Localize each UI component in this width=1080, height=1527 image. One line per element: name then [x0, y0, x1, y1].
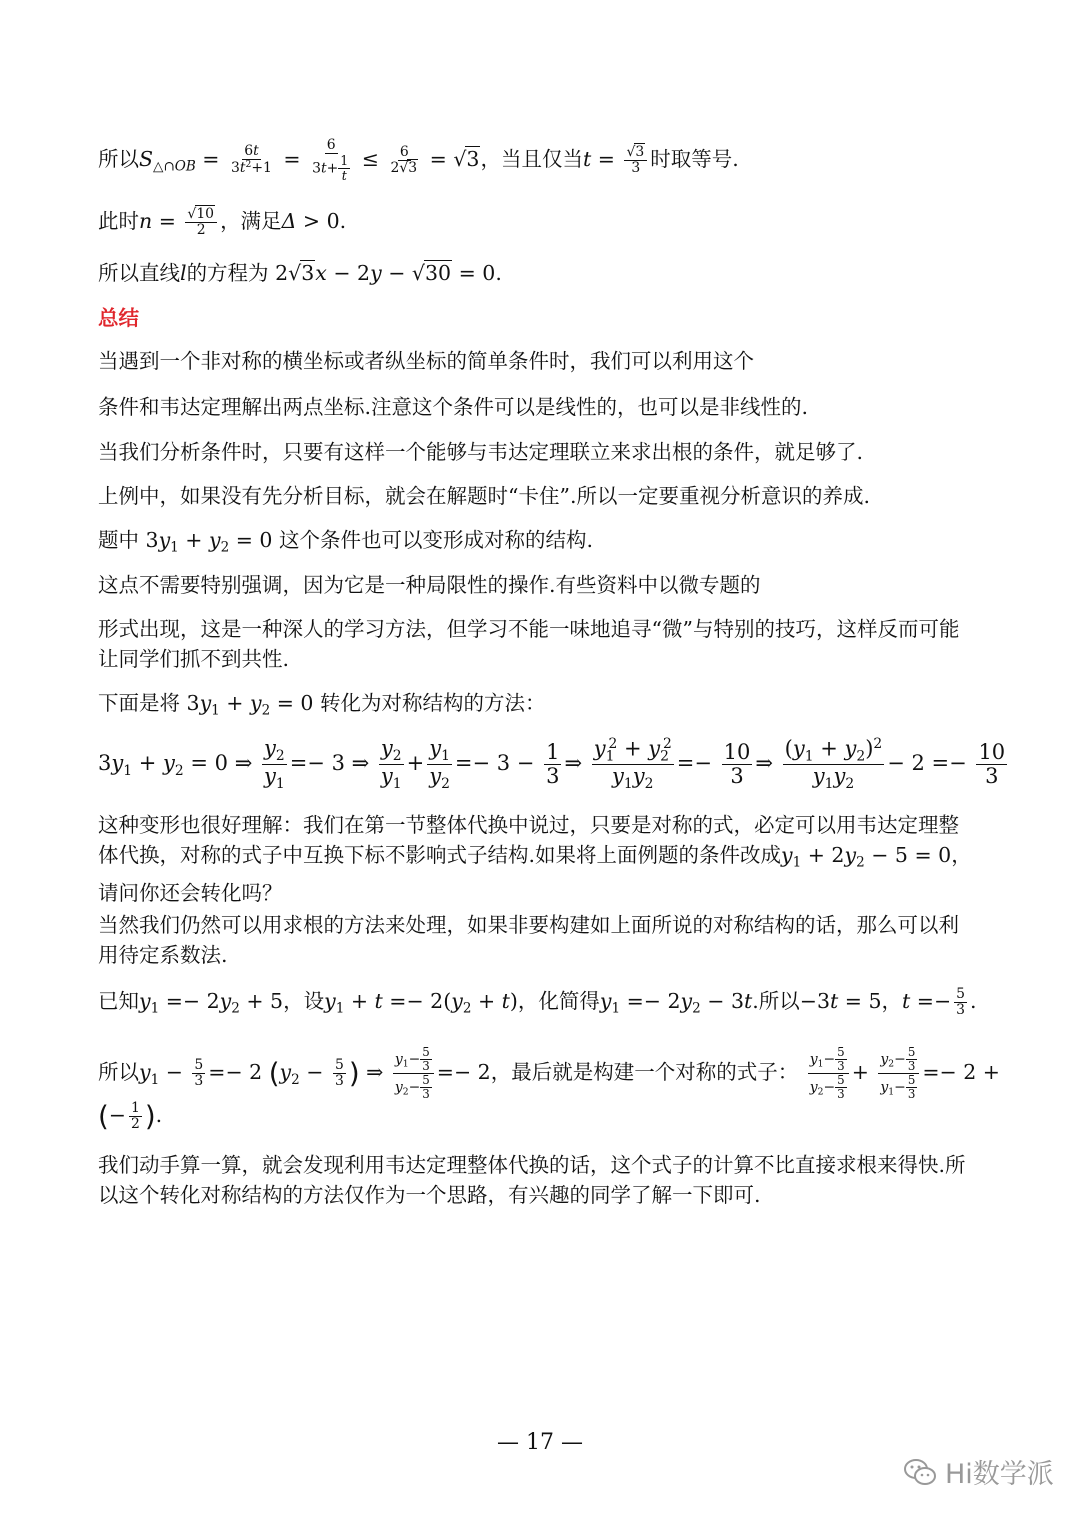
symmetric-derivation: $3y_1 + y_2 = 0$ ⇒ $\frac{y_2}{y_1}$ =− 3 ⇒ $\frac{y_2}{y_1}$ + $\frac{y_1}{y_2}$ =− 3 − $\frac{1}{3}$ ⇒ $\frac{y_1^2 + y_2^2}{y_1y_2}$ =− $\frac{10}{3}$ ⇒ $\frac{(y_1 + y_2)^2}{y_1y_2}$ − 2 =− $\frac{10}{3}$ — [98, 735, 1006, 793]
paragraph-11: 已知$y_1 =- 2y_2 + 5$，设$y_1 + t =- 2(y_2 + t)$，化简得$y_1 =- 2y_2 - 3t$.所以−3t = 5，t =− $\frac{5}{3}$ . — [98, 985, 977, 1018]
paragraph-8: 下面是将 $3y_1 + y_2 = 0$ 转化为对称结构的方法： — [98, 691, 546, 719]
paragraph-13: 我们动手算一算，就会发现利用韦达定理整体代换的话，这个式子的计算不比直接求根来得快.所以这个转化对称结构的方法仅作为一个思路，有兴趣的同学了解一下即可. — [98, 1153, 966, 1207]
paragraph-1: 当遇到一个非对称的横坐标或者纵坐标的简单条件时，我们可以利用这个 — [98, 349, 754, 373]
paragraph-12: 所以$y_1$ − $\frac{5}{3}$ =− 2 ($y_2$ − $\frac{5}{3}$ ) ⇒ $y_1-$ $\frac{5}{3}$ $y_2-$ $\frac{5}{3}$ =− 2，最后就是构建一个对称的式子： $y_1-$ $\frac{5}{3}$ $y_2-$ $\frac{5}{3}$ + $y_2-$ $\frac{5}{3}$ $y_1-$ $\frac{5}{3}$ =− 2 + — [98, 1045, 1000, 1102]
watermark — [903, 1452, 1054, 1491]
paragraph-7: 形式出现，这是一种深人的学习方法，但学习不能一味地追寻“微”与特别的技巧，这样反而可能让同学们抓不到共性. — [98, 617, 960, 671]
watermark-text: Hi数学派 — [945, 1459, 1054, 1490]
paragraph-2: 条件和韦达定理解出两点坐标.注意这个条件可以是线性的，也可以是非线性的. — [98, 395, 809, 419]
paragraph-6: 这点不需要特别强调，因为它是一种局限性的操作.有些资料中以微专题的 — [98, 573, 761, 597]
wechat-icon — [903, 1457, 937, 1487]
paragraph-10: 当然我们仍然可以用求根的方法来处理，如果非要构建如上面所说的对称结构的话，那么可以利用待定系数法. — [98, 913, 959, 967]
paragraph-9: 这种变形也很好理解：我们在第一节整体代换中说过，只要是对称的式，必定可以用韦达定理整体代换，对称的式子中互换下标不影响式子结构.如果将上面例题的条件改成$y_1 + 2y_2 - 5 = 0$，请问你还会转化吗？ — [98, 813, 972, 905]
paragraph-4: 上例中，如果没有先分析目标，就会在解题时“卡住”.所以一定要重视分析意识的养成. — [98, 484, 870, 508]
summary-heading: 总结 — [98, 306, 139, 330]
area-formula-line: 所以$S_{\triangle\cap OB}$ = $\frac{6t}{3t^2+1}$ = 6 3t+ $\frac{1}{t}$ ≤ $\frac{6}{2√3}$ = √3，当且仅当t = $\frac{√3}{3}$ 时取等号. — [98, 137, 739, 184]
page-number: — 17 — — [497, 1430, 583, 1455]
paragraph-12-continued: (− $\frac{1}{2}$ ). — [98, 1099, 163, 1133]
line-equation: 所以直线l的方程为 2√3x − 2y − √30 = 0. — [98, 261, 502, 285]
n-value-line: 此时n = $\frac{√10}{2}$ ，满足Δ > 0. — [98, 205, 347, 238]
paragraph-3: 当我们分析条件时，只要有这样一个能够与韦达定理联立来求出根的条件，就足够了. — [98, 440, 864, 464]
paragraph-5: 题中 $3y_1 + y_2 = 0$ 这个条件也可以变形成对称的结构. — [98, 528, 593, 556]
